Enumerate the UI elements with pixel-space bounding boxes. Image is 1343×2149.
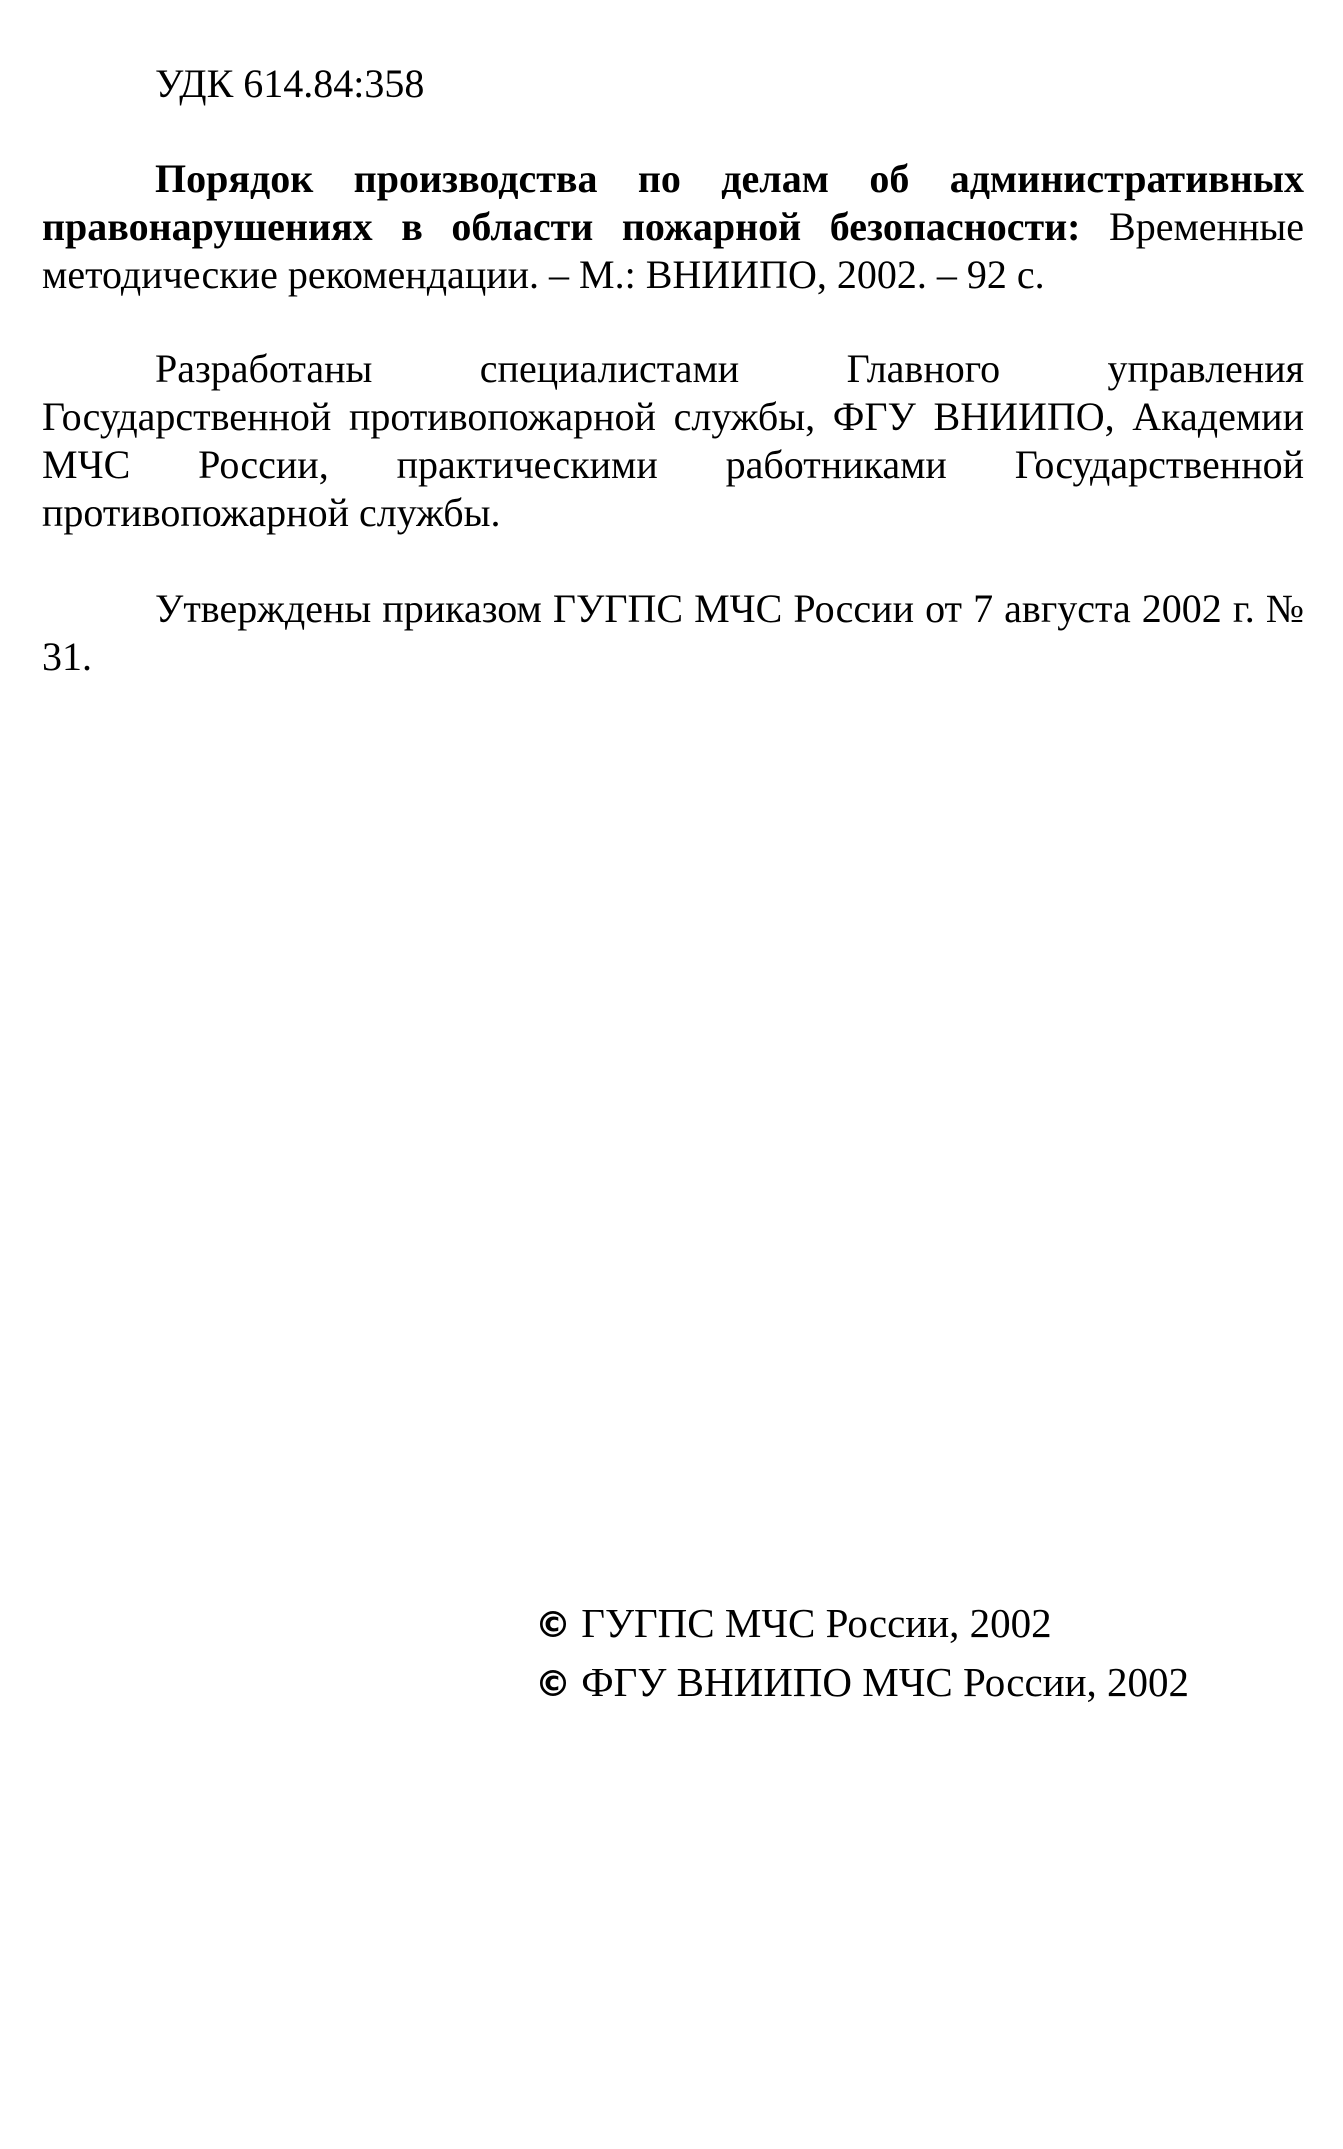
copyright-line bbox=[535, 1595, 1189, 1654]
copyright-sign: © bbox=[535, 1664, 571, 1705]
developers-statement bbox=[42, 345, 1304, 537]
copyright-block bbox=[535, 1595, 1189, 1713]
publication-details: Временные методические рекомендации. – М.: ВНИИПО, 2002. – 92 с. bbox=[42, 204, 1304, 297]
copyright-line bbox=[535, 1654, 1189, 1713]
approval-statement: Утверждены приказом ГУГПС МЧС России от 7 августа 2002 г. № 31. bbox=[42, 586, 1304, 679]
developers-text-end: , Академии МЧС России, практическими работниками Государственной противопожарной службы. bbox=[42, 394, 1304, 535]
publication-title: Порядок производства по делам об административных правонарушениях в области пожарной безопасности: bbox=[42, 156, 1304, 249]
copyright-holder: ФГУ ВНИИПО МЧС России, 2002 bbox=[571, 1659, 1190, 1705]
udk-code: УДК 614.84:358 bbox=[155, 61, 425, 106]
developer-org: ФГУ ВНИИПО bbox=[832, 394, 1105, 439]
copyright-sign: © bbox=[535, 1605, 571, 1646]
copyright-holder: ГУГПС МЧС России, 2002 bbox=[571, 1600, 1052, 1646]
developers-text-start: Разработаны специалистами Главного управления Государственной противопожарной службы, bbox=[42, 346, 1304, 439]
bibliographic-record bbox=[42, 155, 1304, 299]
